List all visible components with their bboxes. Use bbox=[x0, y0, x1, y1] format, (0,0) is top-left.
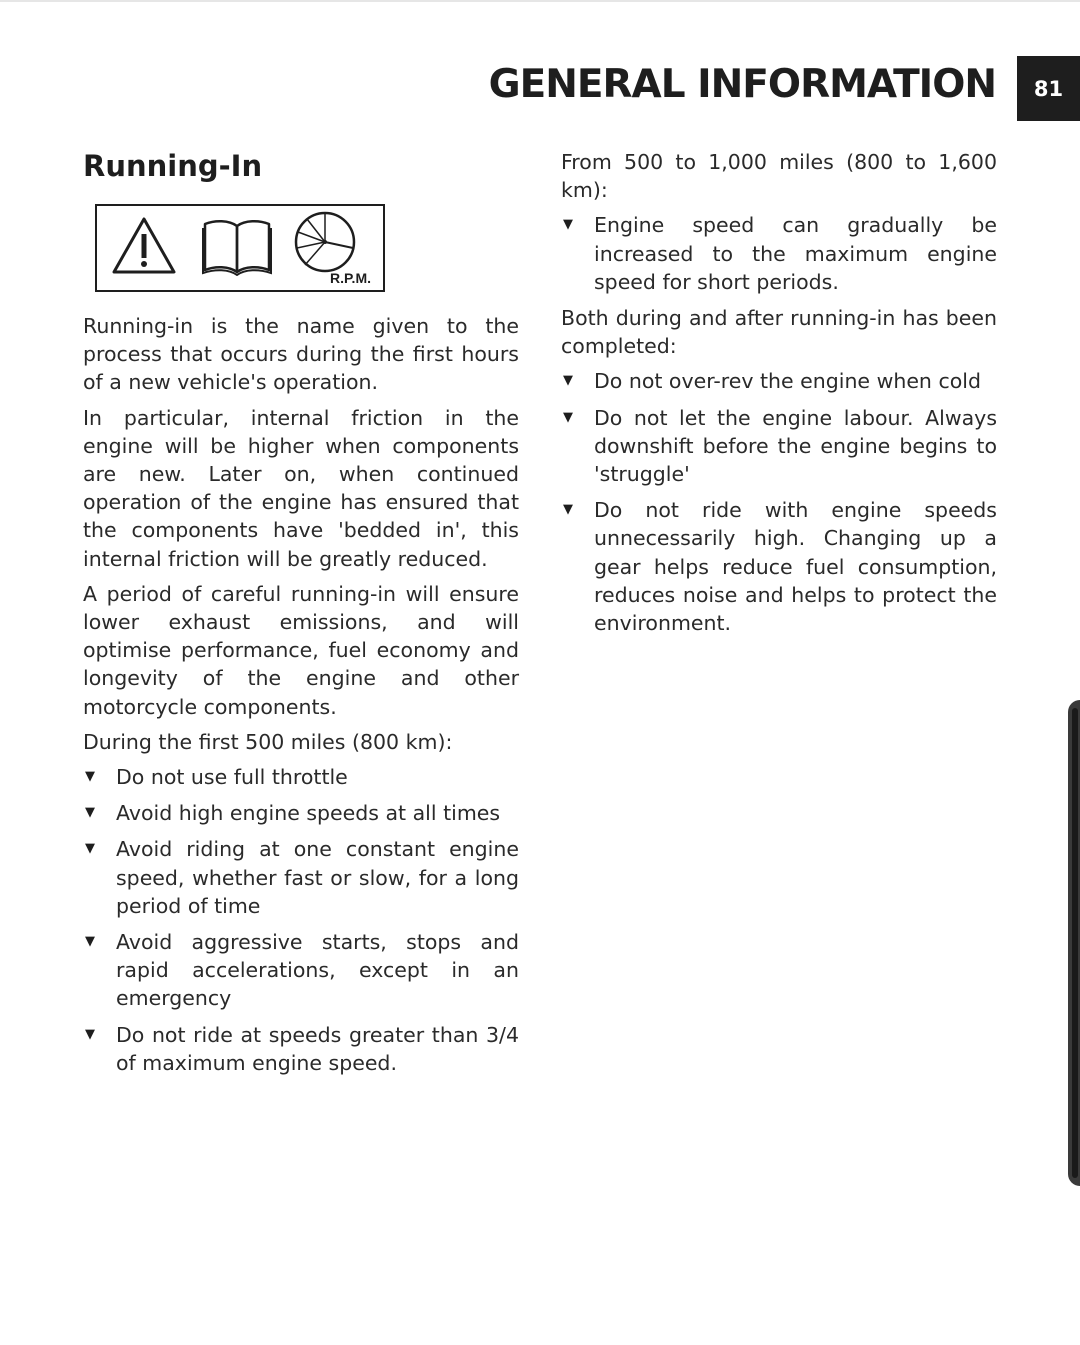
first-500-miles-list bbox=[83, 763, 519, 1077]
paragraph-first-500-miles: During the first 500 miles (800 km): bbox=[83, 729, 453, 754]
list-item: ▼ Avoid high engine speeds at all times bbox=[83, 799, 519, 827]
bullet-triangle-icon: ▼ bbox=[563, 373, 573, 389]
paragraph-500-to-1000-miles: From 500 to 1,000 miles (800 to 1,600 km): bbox=[561, 150, 997, 203]
list-item: ▼ Avoid riding at one constant engine speed, whether fast or slow, for a long period of time bbox=[85, 837, 519, 918]
page-number-tab bbox=[1017, 56, 1080, 121]
warning-symbols-box bbox=[95, 204, 385, 292]
bullet-triangle-icon: ▼ bbox=[85, 805, 95, 821]
page-number: 81 bbox=[1033, 76, 1064, 101]
bullet-triangle-icon: ▼ bbox=[563, 502, 573, 518]
bullet-triangle-icon: ▼ bbox=[85, 1026, 95, 1042]
top-border bbox=[0, 0, 1080, 2]
500-to-1000-miles-list bbox=[561, 211, 997, 296]
bullet-triangle-icon: ▼ bbox=[85, 934, 95, 950]
paragraph-during-and-after: Both during and after running-in has been completed: bbox=[561, 306, 997, 359]
list-item: ▼ Engine speed can gradually be increased to the maximum engine speed for short periods. bbox=[563, 213, 997, 294]
bullet-triangle-icon: ▼ bbox=[563, 217, 573, 233]
paragraph-friction: In particular, internal friction in the engine will be higher when components are new. Later on, when continued operation of the engine has ensured that the components have 'bedded in', this internal friction will be greatly reduced. bbox=[83, 405, 519, 571]
bullet-triangle-icon: ▼ bbox=[85, 841, 95, 857]
list-item: ▼ Do not over-rev the engine when cold bbox=[561, 367, 997, 395]
edge-thumb-tab bbox=[1068, 700, 1080, 1186]
tachometer-icon bbox=[293, 210, 357, 274]
right-column bbox=[561, 148, 997, 645]
paragraph-careful-running-in: A period of careful running-in will ensure lower exhaust emissions, and will optimise performance, fuel economy and longevity of the engine and other motorcycle components. bbox=[83, 581, 519, 719]
warning-triangle-icon bbox=[111, 216, 177, 276]
bullet-triangle-icon: ▼ bbox=[85, 769, 95, 785]
section-heading: Running-In bbox=[83, 149, 263, 183]
open-book-icon bbox=[201, 218, 273, 276]
list-item: ▼ Do not let the engine labour. Always downshift before the engine begins to 'struggle' bbox=[563, 405, 997, 487]
paragraph-intro: Running-in is the name given to the process that occurs during the first hours of a new vehicle's operation. bbox=[83, 314, 519, 395]
bullet-triangle-icon: ▼ bbox=[563, 409, 573, 425]
list-item: ▼ Do not use full throttle bbox=[83, 763, 519, 791]
list-item: ▼ Do not ride with engine speeds unnecessarily high. Changing up a gear helps reduce fuel consumption, reduces noise and helps to protect the environment. bbox=[563, 498, 997, 636]
during-and-after-list bbox=[561, 367, 997, 637]
left-column bbox=[83, 146, 519, 1085]
list-item: ▼ Do not ride at speeds greater than 3/4 of maximum engine speed. bbox=[85, 1022, 519, 1075]
section-header: GENERAL INFORMATION bbox=[488, 62, 996, 107]
list-item: ▼ Avoid aggressive starts, stops and rapid accelerations, except in an emergency bbox=[85, 930, 519, 1011]
rpm-label: R.P.M. bbox=[330, 270, 371, 286]
